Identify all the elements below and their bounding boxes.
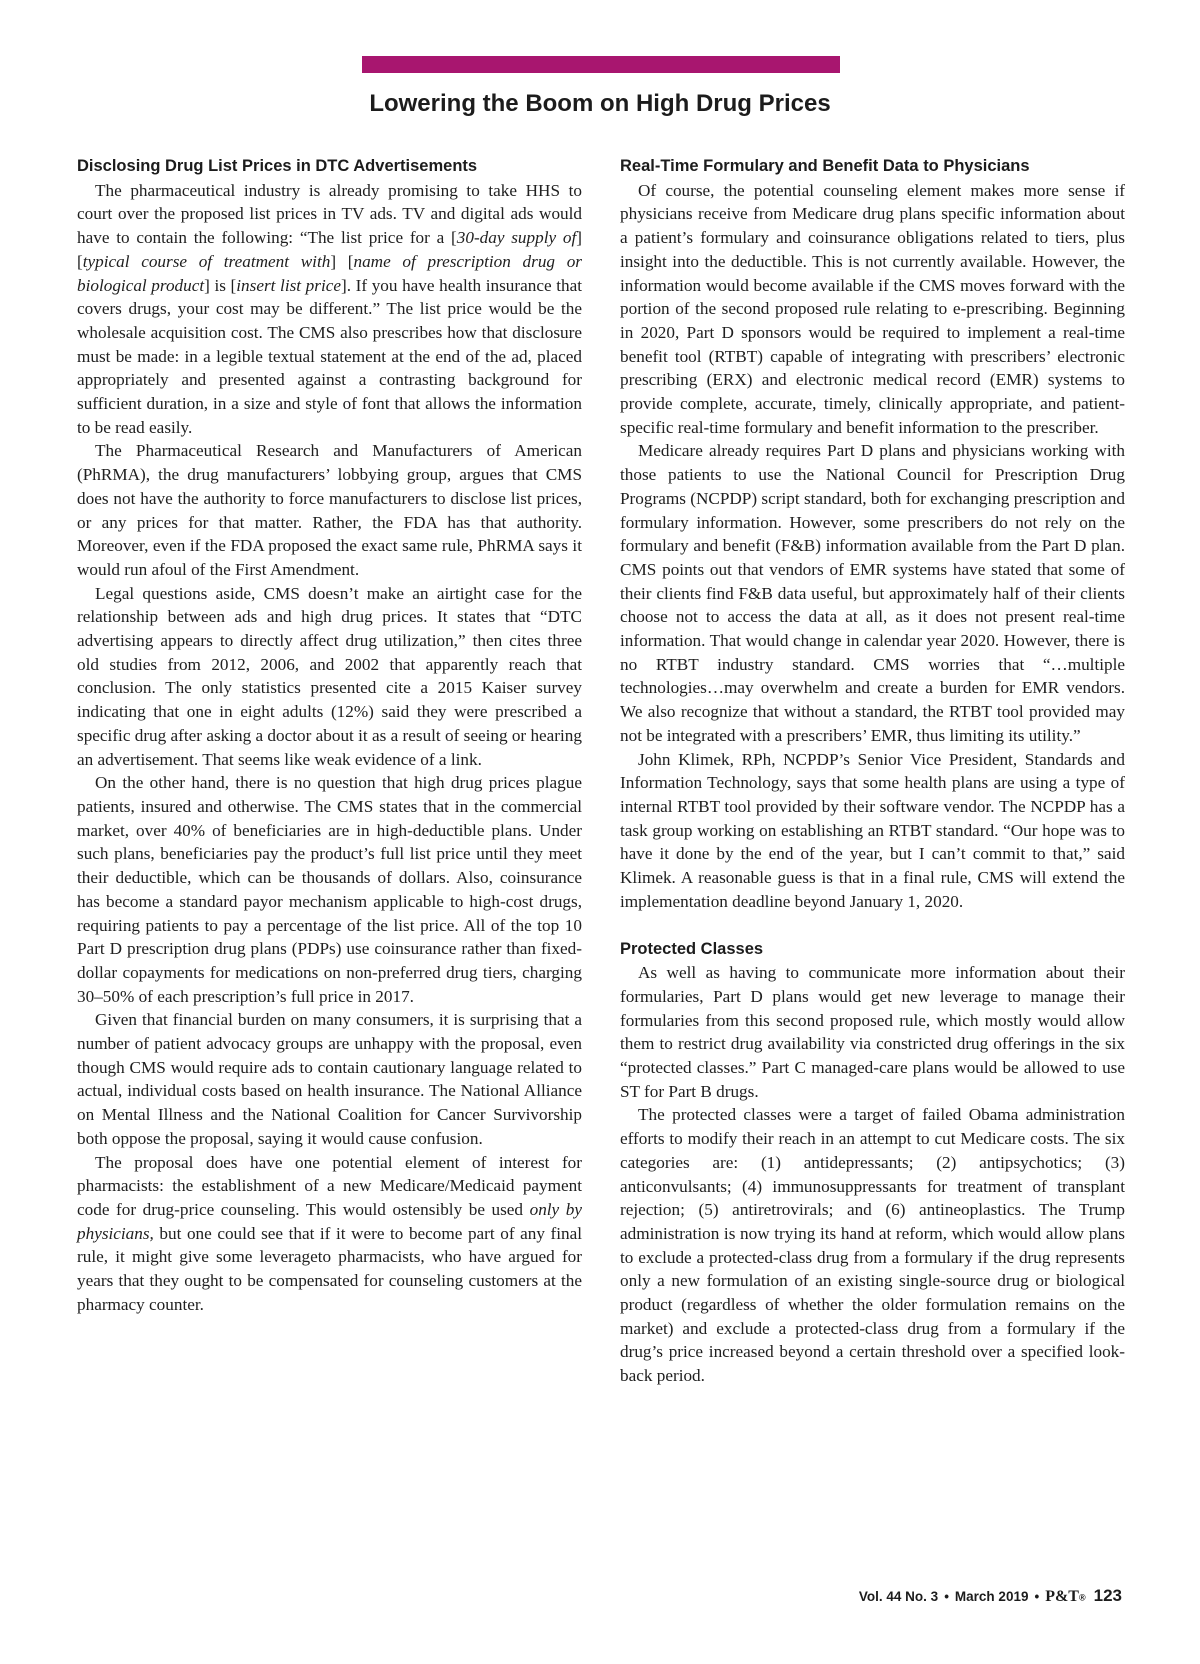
page-number: 123 <box>1093 1586 1122 1605</box>
footer-journal: P&T <box>1045 1588 1079 1605</box>
footer-registered-mark: ® <box>1078 1592 1086 1603</box>
paragraph-pc-2: The protected classes were a target of failed Obama administration efforts to modify their reach in an attempt to cut Medicare costs. The six categories are: (1) antidepressants; (2) antipsychotics; (3) anticonvulsants; (4) immunosuppressants for treatment of transplant rejection; (5) antiretrovirals; and (6) antineoplastics. The Trump administration is now trying its hand at reform, which would allow plans to exclude a protected-class drug from a formulary if the drug represents only a new formulation of an existing single-source drug or biological product (regardless of whether the older formulation remains on the market) and exclude a protected-class drug from a formulary if the drug’s price increased beyond a certain threshold over a specified look-back period. <box>620 1105 1125 1386</box>
section-heading-real-time: Real-Time Formulary and Benefit Data to Physicians <box>620 157 1030 175</box>
paragraph-dtc-6: The proposal does have one potential element of interest for pharmacists: the establishment of a new Medicare/Medicaid payment code for drug-price counseling. This would ostensibly be used only by physicians, but one could see that if it were to become part of any final rule, it might give some leverageto pharmacists, who have argued for years that they ought to be compensated for counseling customers at the pharmacy counter. <box>77 1152 582 1314</box>
footer-date: March 2019 <box>954 1589 1029 1604</box>
footer-volume: Vol. 44 No. 3 <box>858 1589 939 1604</box>
paragraph-rt-1: Of course, the potential counseling element makes more sense if physicians receive from Medicare drug plans specific information about a patient’s formulary and coinsurance obligations related to tiers, plus insight into the deductible. This is not currently available. However, the information would become available if the CMS moves forward with the portion of the second proposed rule relating to e-prescribing. Beginning in 2020, Part D sponsors would be required to implement a real-time benefit tool (RTBT) capable of integrating with prescribers’ electronic prescribing (ERX) and electronic medical record (EMR) systems to provide complete, accurate, timely, clinically appropriate, and patient-specific real-time formulary and benefit information to the prescriber. <box>620 180 1125 437</box>
page-title: Lowering the Boom on High Drug Prices <box>369 90 831 117</box>
paragraph-dtc-3: Legal questions aside, CMS doesn’t make an airtight case for the relationship between ads and high drug prices. It states that “DTC advertising appears to directly affect drug utilization,” then cites three old studies from 2012, 2006, and 2002 that apparently reach that conclusion. The only statistics presented cite a 2015 Kaiser survey indicating that one in eight adults (12%) said they were prescribed a specific drug after asking a doctor about it as a result of seeing or hearing an advertisement. That seems like weak evidence of a link. <box>77 583 582 769</box>
right-column <box>620 155 1125 1388</box>
section-heading-protected: Protected Classes <box>620 939 764 958</box>
paragraph-dtc-5: Given that financial burden on many consumers, it is surprising that a number of patient advocacy groups are unhappy with the proposal, even though CMS would require ads to contain cautionary language related to actual, individual costs based on health insurance. The National Alliance on Mental Illness and the National Coalition for Cancer Survivorship both oppose the proposal, saying it would cause confusion. <box>77 1010 582 1148</box>
paragraph-dtc-2: The Pharmaceutical Research and Manufacturers of American (PhRMA), the drug manufacturers’ lobbying group, argues that CMS does not have the authority to force manufacturers to disclose list prices, or any prices for that matter. Rather, the FDA has that authority. Moreover, even if the FDA proposed the exact same rule, PhRMA says it would run afoul of the First Amendment. <box>77 441 582 579</box>
paragraph-dtc-4: On the other hand, there is no question that high drug prices plague patients, insured and otherwise. The CMS states that in the commercial market, over 40% of beneficiaries are in high-deductible plans. Under such plans, beneficiaries pay the product’s full list price until they meet their deductible, which can be thousands of dollars. Also, coinsurance has become a standard payor mechanism applicable to high-cost drugs, requiring patients to pay a percentage of the list price. All of the top 10 Part D prescription drug plans (PDPs) use coinsurance rather than fixed-dollar copayments for medications on non-preferred drug tiers, charging 30–50% of each prescription’s full price in 2017. <box>77 773 582 1006</box>
footer-separator: • <box>1034 1589 1040 1604</box>
paragraph-pc-1: As well as having to communicate more information about their formularies, Part D plans would get new leverage to manage their formularies from this second proposed rule, which mostly would allow them to restrict drug availability via constricted drug offerings in the six “protected classes.” Part C managed-care plans would be allowed to use ST for Part B drugs. <box>620 963 1125 1101</box>
left-column <box>77 155 582 1316</box>
paragraph-rt-3: John Klimek, RPh, NCPDP’s Senior Vice President, Standards and Information Technology, says that some health plans are using a type of internal RTBT tool provided by their software vendor. The NCPDP has a task group working on establishing an RTBT standard. “Our hope was to have it done by the end of the year, but I can’t commit to that,” said Klimek. A reasonable guess is that in a final rule, CMS will extend the implementation deadline beyond January 1, 2020. <box>620 749 1125 911</box>
section-heading-dtc: Disclosing Drug List Prices in DTC Advertisements <box>77 157 478 175</box>
page-footer <box>859 1586 1122 1606</box>
footer-separator: • <box>944 1589 949 1604</box>
paragraph-dtc-1: The pharmaceutical industry is already promising to take HHS to court over the proposed list prices in TV ads. TV and digital ads would have to contain the following: “The list price for a [30-day supply of] [typical course of treatment with] [name of prescription drug or biological product] is [insert list price]. If you have health insurance that covers drugs, your cost may be different.” The list price would be the wholesale acquisition cost. The CMS also prescribes how that disclosure must be made: in a legible textual statement at the end of the ad, placed appropriately and presented against a contrasting background for sufficient duration, in a size and style of font that allows the information to be read easily. <box>77 180 582 437</box>
title-accent-bar <box>362 56 840 73</box>
paragraph-rt-2: Medicare already requires Part D plans and physicians working with those patients to use the National Council for Prescription Drug Programs (NCPDP) script standard, both for exchanging prescription and formulary information. However, some prescribers do not rely on the formulary and benefit (F&B) information available from the Part D plan. CMS points out that vendors of EMR systems have stated that some of their clients find F&B data useful, but approximately half of their clients choose not to access the data at all, as it does not present real-time information. That would change in calendar year 2020. However, there is no RTBT industry standard. CMS worries that “…multiple technologies…may overwhelm and create a burden for EMR vendors. We also recognize that without a standard, the RTBT tool provided may not be integrated with a prescribers’ EMR, thus limiting its utility.” <box>620 441 1125 745</box>
